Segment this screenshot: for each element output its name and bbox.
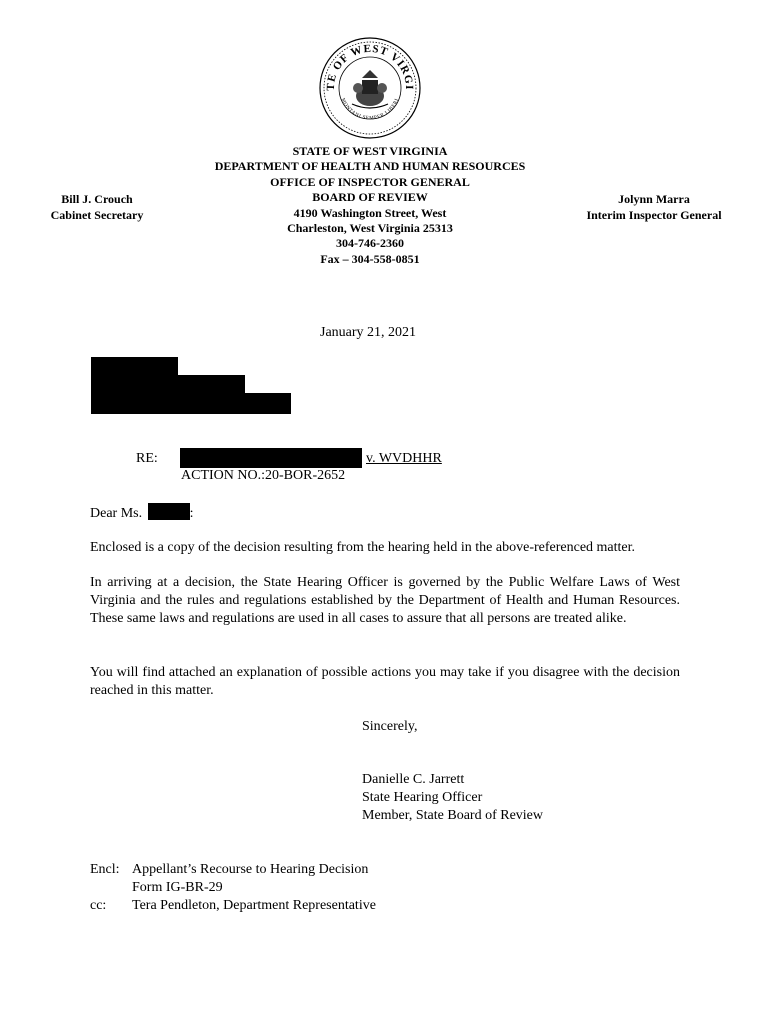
- letterhead-line: 4190 Washington Street, West: [293, 205, 447, 220]
- cc-recipient: Tera Pendleton, Department Representative: [132, 898, 376, 913]
- letterhead-line: 304-746-2360: [336, 236, 404, 251]
- signer-role: Member, State Board of Review: [362, 808, 544, 823]
- redacted-address-line: [91, 375, 245, 394]
- re-label: RE:: [136, 451, 158, 466]
- redacted-salutation-name: [148, 503, 190, 520]
- letterhead-line: Charleston, West Virginia 25313: [287, 221, 453, 236]
- letterhead-center: [170, 144, 570, 267]
- redacted-appellant-name: [180, 448, 362, 468]
- svg-text:STATE OF WEST VIRGINIA: TE OF WEST VIRGI: [324, 42, 416, 91]
- signature-block: [362, 771, 543, 825]
- enclosure-block: [90, 861, 376, 915]
- enclosure-item: Form IG-BR-29: [132, 880, 223, 895]
- action-number: ACTION NO.:20-BOR-2652: [181, 468, 346, 483]
- cabinet-secretary-block: [38, 191, 156, 223]
- letterhead-line: OFFICE OF INSPECTOR GENERAL: [270, 174, 470, 189]
- letterhead-line: DEPARTMENT OF HEALTH AND HUMAN RESOURCES: [214, 159, 526, 174]
- salutation-suffix: :: [189, 506, 194, 521]
- salutation: [90, 503, 194, 523]
- redacted-address-line: [91, 393, 291, 414]
- paragraph-enclosed: Enclosed is a copy of the decision resulting from the hearing held in the above-referenced matter.: [90, 540, 636, 555]
- letterhead-line: Fax – 304-558-0851: [320, 251, 420, 266]
- inspector-general-title: Interim Inspector General: [586, 208, 722, 222]
- salutation-prefix: Dear Ms.: [90, 506, 143, 521]
- enclosure-label: Encl:: [90, 862, 120, 877]
- closing: Sincerely,: [362, 719, 418, 734]
- cabinet-secretary-title: Cabinet Secretary: [50, 208, 144, 222]
- signer-title: State Hearing Officer: [362, 790, 483, 805]
- re-case-suffix: v. WVDHHR: [366, 451, 442, 466]
- paragraph-governing-laws: In arriving at a decision, the State Hearing Officer is governed by the Public Welfare Laws of West Virginia and the rules and regulations established by the Department of Health and Human Resources. These same laws and regulations are used in all cases to assure that all persons are treated alike.: [90, 575, 680, 626]
- signer-name: Danielle C. Jarrett: [362, 772, 465, 787]
- redacted-address-line: [91, 357, 178, 376]
- cabinet-secretary-name: Bill J. Crouch: [61, 192, 133, 206]
- letterhead-line: BOARD OF REVIEW: [312, 190, 428, 205]
- cc-label: cc:: [90, 898, 107, 913]
- inspector-general-name: Jolynn Marra: [618, 192, 690, 206]
- letterhead-line: STATE OF WEST VIRGINIA: [292, 144, 448, 158]
- letter-date: January 21, 2021: [320, 325, 417, 340]
- state-seal-icon: [318, 36, 422, 140]
- paragraph-possible-actions: You will find attached an explanation of possible actions you may take if you disagree with the decision reached in this matter.: [90, 665, 680, 698]
- svg-text:MONTANI SEMPER LIBERI: MONTANI SEMPER LIBERI: [339, 97, 401, 122]
- enclosure-item: Appellant’s Recourse to Hearing Decision: [132, 862, 369, 877]
- inspector-general-block: [576, 191, 732, 223]
